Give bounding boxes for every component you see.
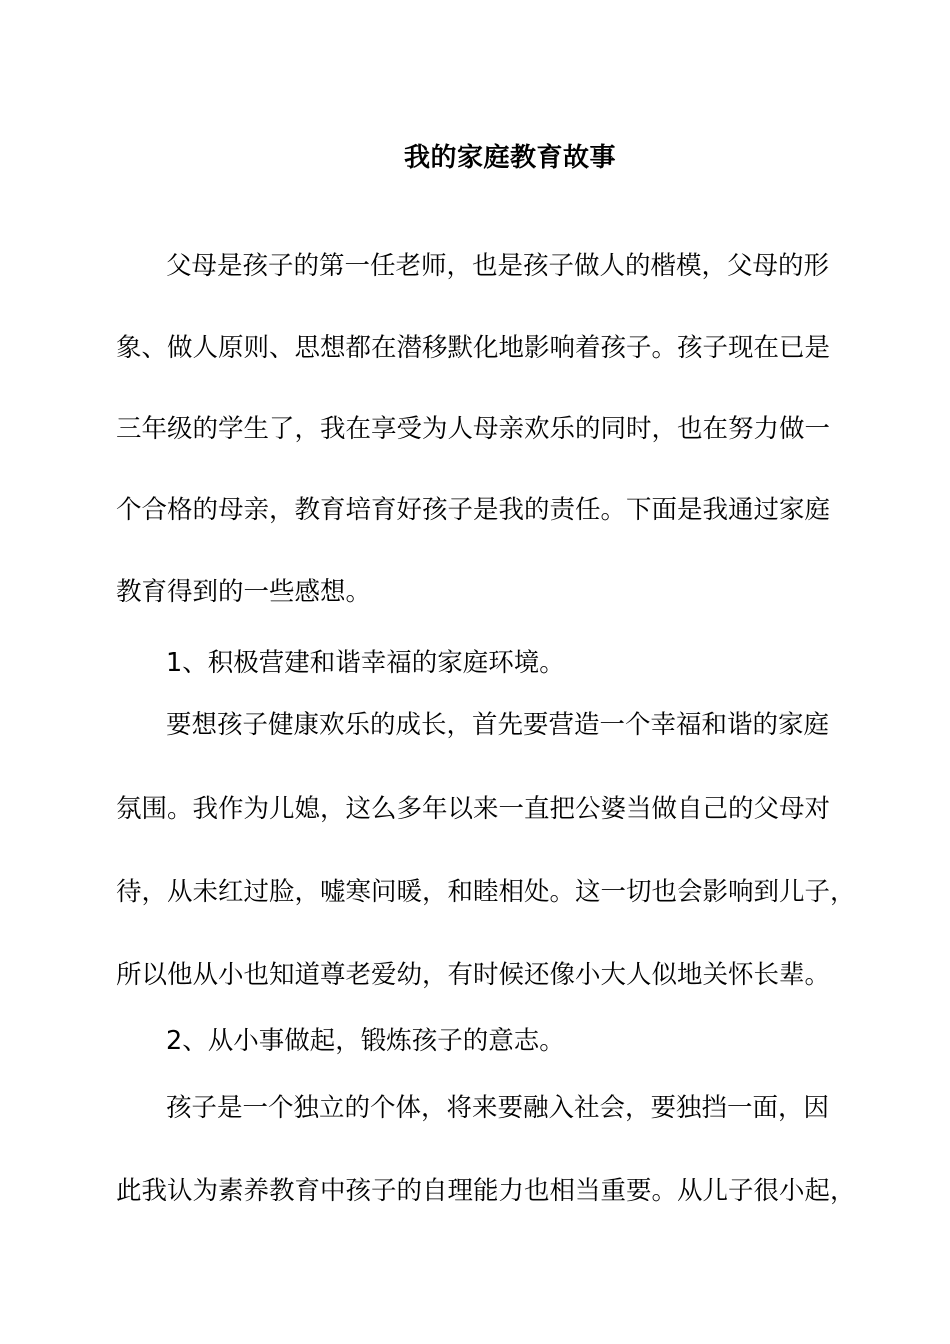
paragraph-line: 孩子是一个独立的个体，将来要融入社会，要独挡一面，因 (166, 1093, 830, 1123)
paragraph-line: 所以他从小也知道尊老爱幼，有时候还像小大人似地关怀长辈。 (116, 960, 831, 990)
paragraph-line: 氛围。我作为儿媳，这么多年以来一直把公婆当做自己的父母对 (116, 794, 831, 824)
section-heading: 2、从小事做起，锻炼孩子的意志。 (166, 1026, 565, 1056)
paragraph-line: 要想孩子健康欢乐的成长，首先要营造一个幸福和谐的家庭 (166, 710, 830, 740)
paragraph-line: 象、做人原则、思想都在潜移默化地影响着孩子。孩子现在已是 (116, 333, 831, 363)
paragraph-line: 待，从未红过脸，嘘寒问暖，和睦相处。这一切也会影响到儿子， (116, 877, 856, 907)
paragraph-line: 教育得到的一些感想。 (116, 577, 372, 607)
document-title: 我的家庭教育故事 (403, 143, 616, 173)
paragraph-line: 个合格的母亲，教育培育好孩子是我的责任。下面是我通过家庭 (116, 495, 831, 525)
paragraph-line: 此我认为素养教育中孩子的自理能力也相当重要。从儿子很小起， (116, 1176, 856, 1206)
paragraph-line: 三年级的学生了，我在享受为人母亲欢乐的同时，也在努力做一 (116, 414, 831, 444)
paragraph-line: 父母是孩子的第一任老师，也是孩子做人的楷模，父母的形 (166, 251, 830, 281)
section-heading: 1、积极营建和谐幸福的家庭环境。 (166, 648, 565, 678)
